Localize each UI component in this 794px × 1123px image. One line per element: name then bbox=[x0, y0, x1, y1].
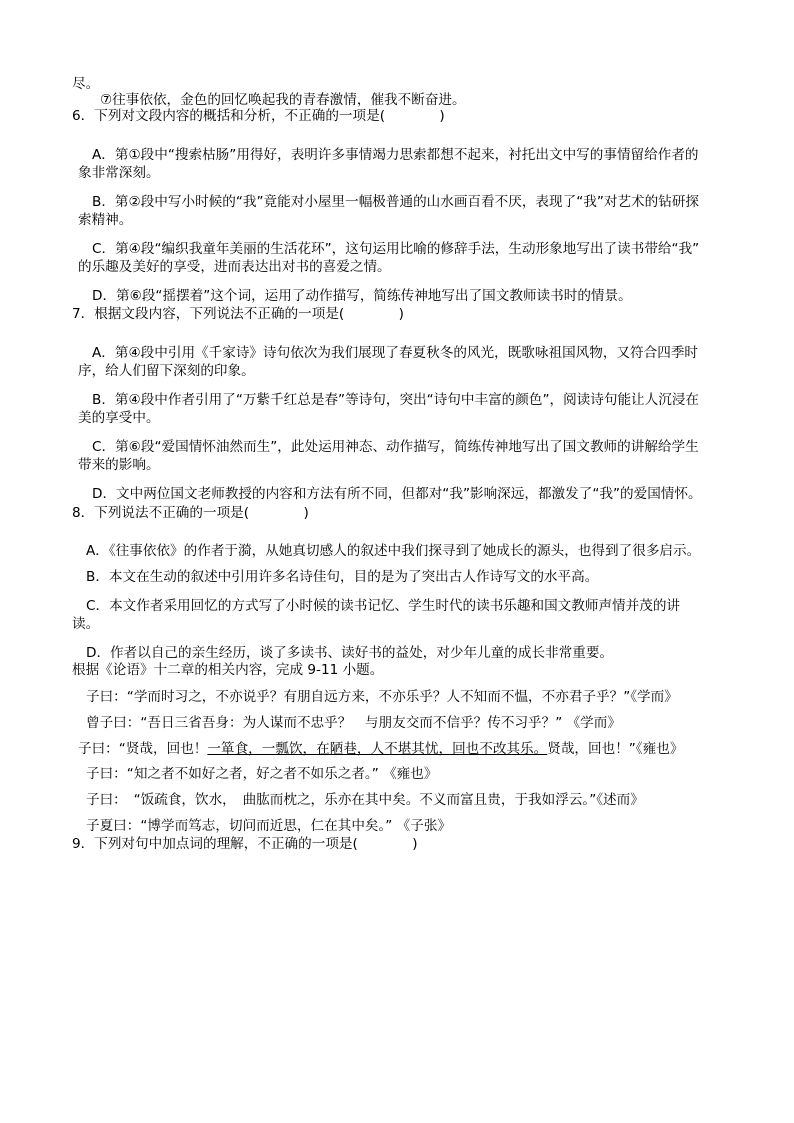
question-9: 9．下列对句中加点词的理解，不正确的一项是( ) bbox=[72, 836, 418, 852]
option-7d: D．文中两位国文老师教授的内容和方法有所不同，但都对“我”影响深远，都激发了“我”的爱国情怀。 bbox=[92, 486, 702, 502]
option-7b-cont: 美的享受中。 bbox=[78, 410, 160, 426]
option-7b: B．第④段中作者引用了“万紫千红总是春”等诗句，突出“诗句中丰富的颜色”，阅读诗句能让人沉浸在 bbox=[92, 392, 700, 408]
option-6c: C．第④段“编织我童年美丽的生活花环”，这句运用比喻的修辞手法，生动形象地写出了读书带给“我” bbox=[92, 241, 700, 257]
option-6c-cont: 的乐趣及美好的享受，进而表达出对书的喜爱之情。 bbox=[78, 259, 391, 275]
lunyu-quote-4: 子曰：“知之者不如好之者，好之者不如乐之者。” 《雍也》 bbox=[86, 766, 438, 782]
question-7: 7．根据文段内容，下列说法不正确的一项是( ) bbox=[72, 306, 404, 322]
text-line: 尽。 bbox=[72, 76, 100, 92]
lunyu-quote-6: 子夏曰：“博学而笃志，切问而近思，仁在其中矣。” 《子张》 bbox=[86, 818, 452, 834]
lunyu-quote-5: 子曰： “饭疏食，饮水， 曲肱而枕之，乐亦在其中矣。不义而富且贵，于我如浮云。”《述而》 bbox=[86, 792, 644, 808]
option-8c: C．本文作者采用回忆的方式写了小时候的读书记忆、学生时代的读书乐趣和国文教师声情并茂的讲 bbox=[86, 598, 681, 614]
option-8c-cont: 读。 bbox=[72, 616, 100, 632]
option-8b: B．本文在生动的叙述中引用许多名诗佳句，目的是为了突出古人作诗写文的水平高。 bbox=[86, 569, 599, 585]
lunyu-quote-3 bbox=[78, 740, 683, 758]
option-6a: A．第①段中“搜索枯肠”用得好，表明许多事情竭力思索都想不起来，衬托出文中写的事情留给作者的 bbox=[92, 147, 699, 163]
quote-3-part-3: 贤哉，回也！”《雍也》 bbox=[547, 741, 684, 757]
quote-3-underlined: 一箪食，一瓢饮，在陋巷，人不堪其忧，回也不改其乐。 bbox=[207, 741, 548, 757]
option-7c-cont: 带来的影响。 bbox=[78, 457, 160, 473]
option-7a: A．第④段中引用《千家诗》诗句依次为我们展现了春夏秋冬的风光，既歌咏祖国风物，又符合四季时 bbox=[92, 345, 699, 361]
question-8: 8．下列说法不正确的一项是( ) bbox=[72, 505, 309, 521]
quote-3-part-1: 子曰：“贤哉，回也！ bbox=[78, 741, 208, 757]
option-6b-cont: 索精神。 bbox=[78, 212, 133, 228]
section-intro: 根据《论语》十二章的相关内容，完成 9-11 小题。 bbox=[72, 662, 384, 678]
option-8d: D．作者以自己的亲生经历，谈了多读书、读好书的益处，对少年儿童的成长非常重要。 bbox=[86, 645, 614, 661]
text-line: ⑦往事依依，金色的回忆唤起我的青春激情，催我不断奋进。 bbox=[100, 92, 466, 108]
option-8a: A．《往事依依》的作者于漪，从她真切感人的叙述中我们探寻到了她成长的源头，也得到了很多启示。 bbox=[86, 543, 701, 559]
option-7c: C．第⑥段“爱国情怀油然而生”，此处运用神态、动作描写，简练传神地写出了国文教师的讲解给学生 bbox=[92, 439, 699, 455]
lunyu-quote-2: 曾子曰：“吾日三省吾身：为人谋而不忠乎？ 与朋友交而不信乎？传不习乎？” 《学而》 bbox=[86, 715, 621, 731]
option-6a-cont: 象非常深刻。 bbox=[78, 165, 160, 181]
lunyu-quote-1: 子曰：“学而时习之，不亦说乎？有朋自远方来，不亦乐乎？人不知而不愠，不亦君子乎？”《学而》 bbox=[86, 689, 678, 705]
option-6d: D．第⑥段“摇摆着”这个词，运用了动作描写，简练传神地写出了国文教师读书时的情景。 bbox=[92, 288, 632, 304]
question-6: 6．下列对文段内容的概括和分析，不正确的一项是( ) bbox=[72, 108, 445, 124]
option-6b: B．第②段中写小时候的“我”竟能对小屋里一幅极普通的山水画百看不厌，表现了“我”对艺术的钻研探 bbox=[92, 194, 700, 210]
option-7a-cont: 序，给人们留下深刻的印象。 bbox=[78, 363, 255, 379]
